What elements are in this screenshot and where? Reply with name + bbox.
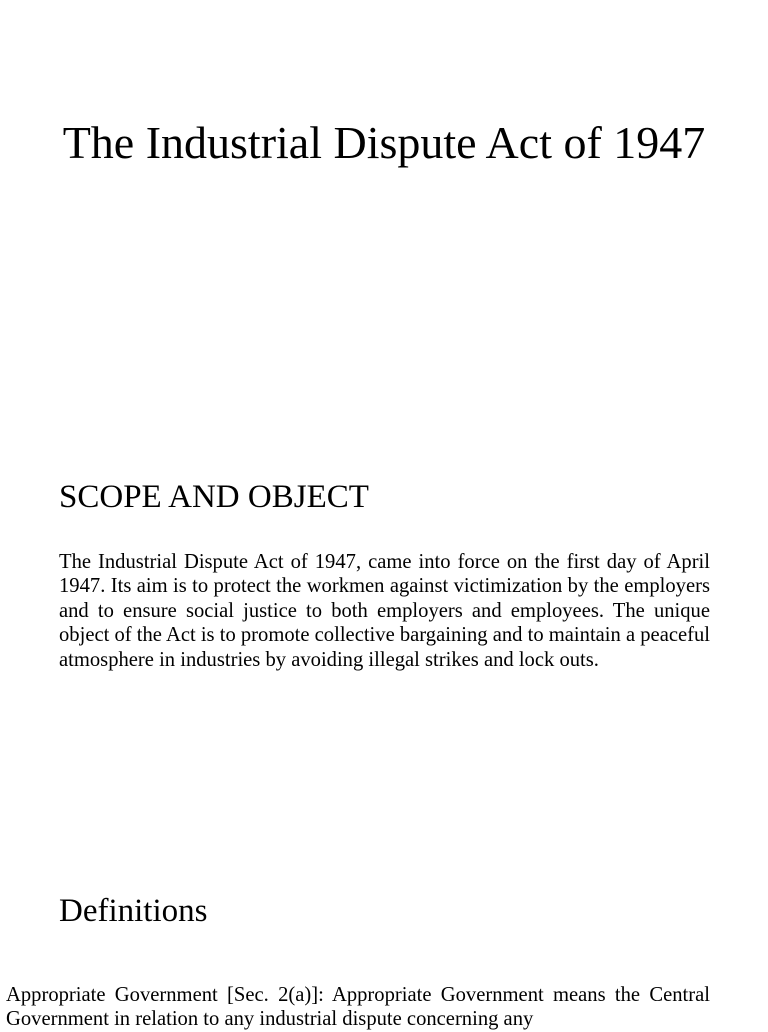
page-title: The Industrial Dispute Act of 1947 [62, 117, 706, 168]
section-heading-scope: SCOPE AND OBJECT [59, 479, 369, 515]
definitions-paragraph: Appropriate Government [Sec. 2(a)]: Appropriate Government means the Central Government in relation to any industrial dispute concerning any [6, 984, 710, 1031]
section-heading-definitions: Definitions [59, 893, 208, 929]
scope-paragraph: The Industrial Dispute Act of 1947, came into force on the first day of April 1947. Its aim is to protect the workmen against victimization by the employers and to ensure social justice to both employers and employees. The unique object of the Act is to promote collective bargaining and to maintain a peaceful atmosphere in industries by avoiding illegal strikes and lock outs. [59, 551, 710, 671]
